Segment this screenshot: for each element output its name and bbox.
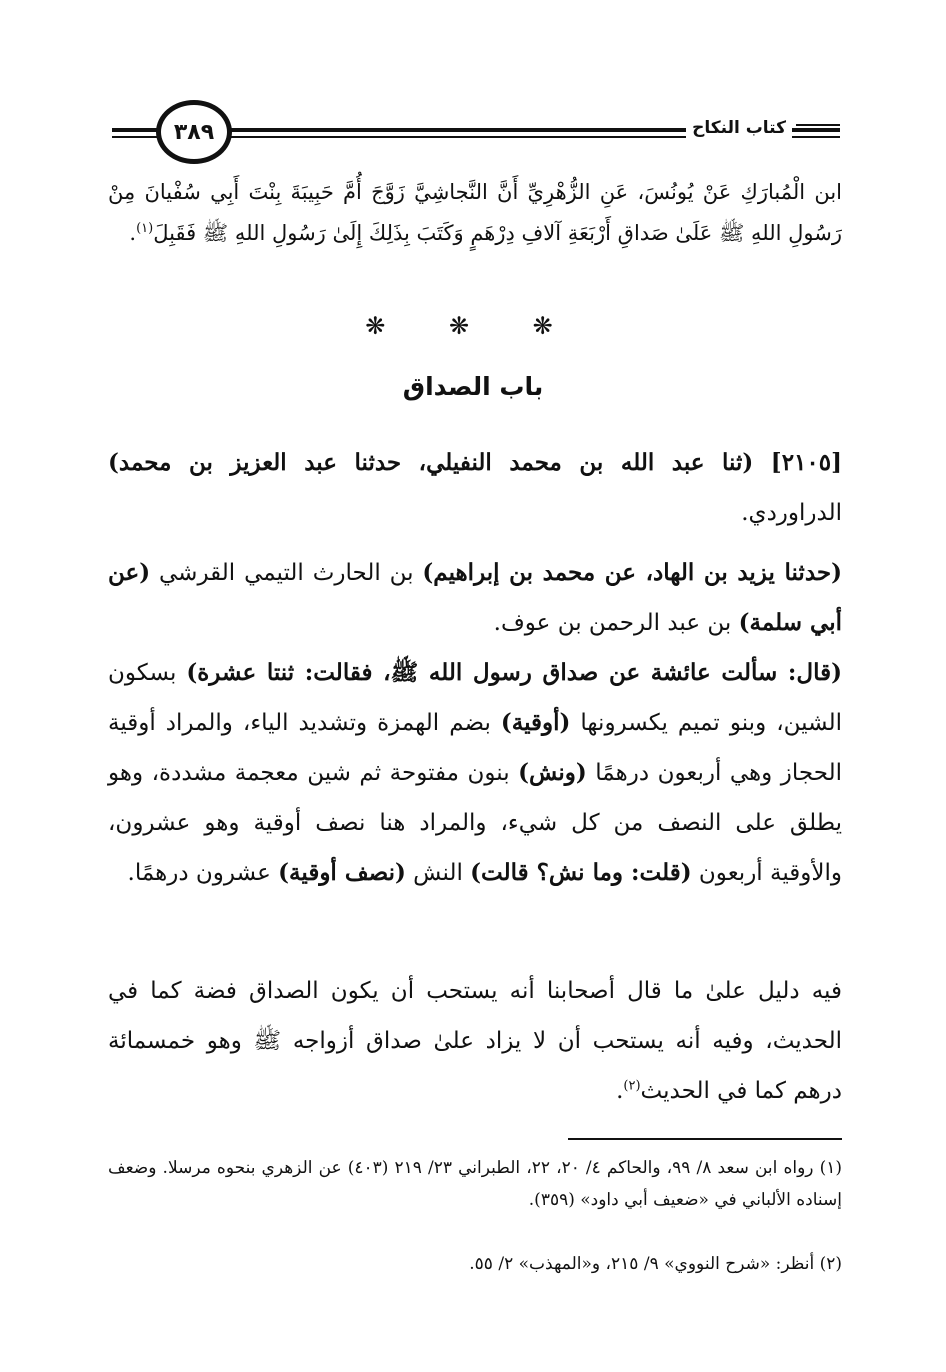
paragraph-2105: [108, 438, 842, 538]
footnote-2: (٢) أنظر: «شرح النووي» ٩/ ٢١٥، و«المهذب» ٢/ ٥٥.: [469, 1254, 842, 1274]
footnote-marker: (١): [136, 221, 154, 236]
hadith-text: ابن الْمُبارَكِ عَنْ يُونُسَ، عَنِ الزُّهْرِيِّ أَنَّ النَّجاشِيَّ زَوَّجَ أُمَّ حَبِيبَةَ بِنْتَ أَبِي سُفْيانَ مِنْ رَسُولِ اللهِ ﷺ عَلَىٰ صَداقِ أَرْبَعَةِ آلافِ دِرْهَمٍ وَكَتَبَ بِذَلِكَ إِلَىٰ رَسُولِ اللهِ ﷺ فَقَبِلَ: [108, 180, 842, 245]
chain-plain-2: بن عبد الرحمن بن عوف.: [493, 610, 739, 636]
aisha-bold-2: (أوقية): [500, 709, 571, 736]
footnote-1: (١) رواه ابن سعد ٨/ ٩٩، والحاكم ٤/ ٢٠، ٢٢، الطبراني ٢٣/ ٢١٩ (٤٠٣) عن الزهري بنحوه مرسلا. وضعف إسناده الألباني في «ضعيف أبي داود» (٣٥٩).: [108, 1158, 843, 1210]
aisha-bold-3: (ونش): [518, 759, 587, 786]
isnad-bold: [٢١٠٥] (ثنا عبد الله بن محمد النفيلي، حدثنا عبد العزيز بن محمد): [108, 449, 842, 476]
hadith-ending-paragraph: ابن الْمُبارَكِ عَنْ يُونُسَ، عَنِ الزُّهْرِيِّ أَنَّ النَّجاشِيَّ زَوَّجَ أُمَّ حَبِيبَةَ بِنْتَ أَبِي سُفْيانَ مِنْ رَسُولِ اللهِ ﷺ عَلَىٰ صَداقِ أَرْبَعَةِ آلافِ دِرْهَمٍ وَكَتَبَ بِذَلِكَ إِلَىٰ رَسُولِ اللهِ ﷺ فَقَبِلَ$^{(١)}$.: [108, 180, 842, 245]
footnote-marker: (٢): [623, 1078, 641, 1094]
chain-bold-1: (حدثنا يزيد بن الهاد، عن محمد بن إبراهيم): [422, 559, 843, 586]
aisha-plain-1: بسكون الشين، وبنو تميم يكسرونها: [108, 660, 842, 736]
isnad-plain: الدراوردي.: [741, 500, 842, 526]
chain-plain-1: بن الحارث التيمي القرشي: [150, 560, 423, 586]
ruling-text: فيه دليل علىٰ ما قال أصحابنا أنه يستحب أن يكون الصداق فضة كما في الحديث، وفيه أنه يستحب أن لا يزاد علىٰ صداق أزواجه ﷺ وهو خمسمائة درهم كما في الحديث: [108, 978, 842, 1104]
aisha-bold-5: (نصف أوقية): [278, 859, 406, 886]
aisha-plain-4: النش: [405, 860, 471, 886]
aisha-bold-4: (قلت: وما نش؟ قالت): [470, 859, 692, 886]
paragraph-ruling: فيه دليل علىٰ ما قال أصحابنا أنه يستحب أن يكون الصداق فضة كما في الحديث، وفيه أنه يستحب أن لا يزاد علىٰ صداق أزواجه ﷺ وهو خمسمائة درهم كما في الحديث$^{(٢)}$.: [108, 978, 842, 1104]
chapter-title: باب الصداق: [402, 372, 544, 401]
paragraph-chain: [108, 548, 842, 648]
page-header: [112, 98, 840, 170]
aisha-plain-2: بضم الهمزة وتشديد الياء، والمراد أوقية الحجاز وهي أربعون درهمًا: [108, 710, 843, 786]
chain-bold-2: (عن أبي سلمة): [108, 559, 842, 636]
aisha-bold-1: (قال: سألت عائشة عن صداق رسول الله ﷺ، فقالت: ثنتا عشرة): [186, 659, 842, 686]
footnote-separator: [568, 1138, 842, 1140]
paragraph-aisha: [108, 648, 842, 898]
page-number: ٣٨٩: [156, 100, 232, 164]
aisha-plain-3: بنون مفتوحة ثم شين معجمة مشددة، وهو يطلق على النصف من كل شيء، والمراد هنا نصف أوقية وهو عشرون، والأوقية أربعون: [108, 760, 842, 886]
section-separator: ❋ ❋ ❋: [365, 312, 581, 340]
running-title: كتاب النكاح: [686, 118, 792, 138]
aisha-plain-5: عشرون درهمًا.: [127, 860, 279, 886]
header-short-rule: [796, 124, 840, 126]
